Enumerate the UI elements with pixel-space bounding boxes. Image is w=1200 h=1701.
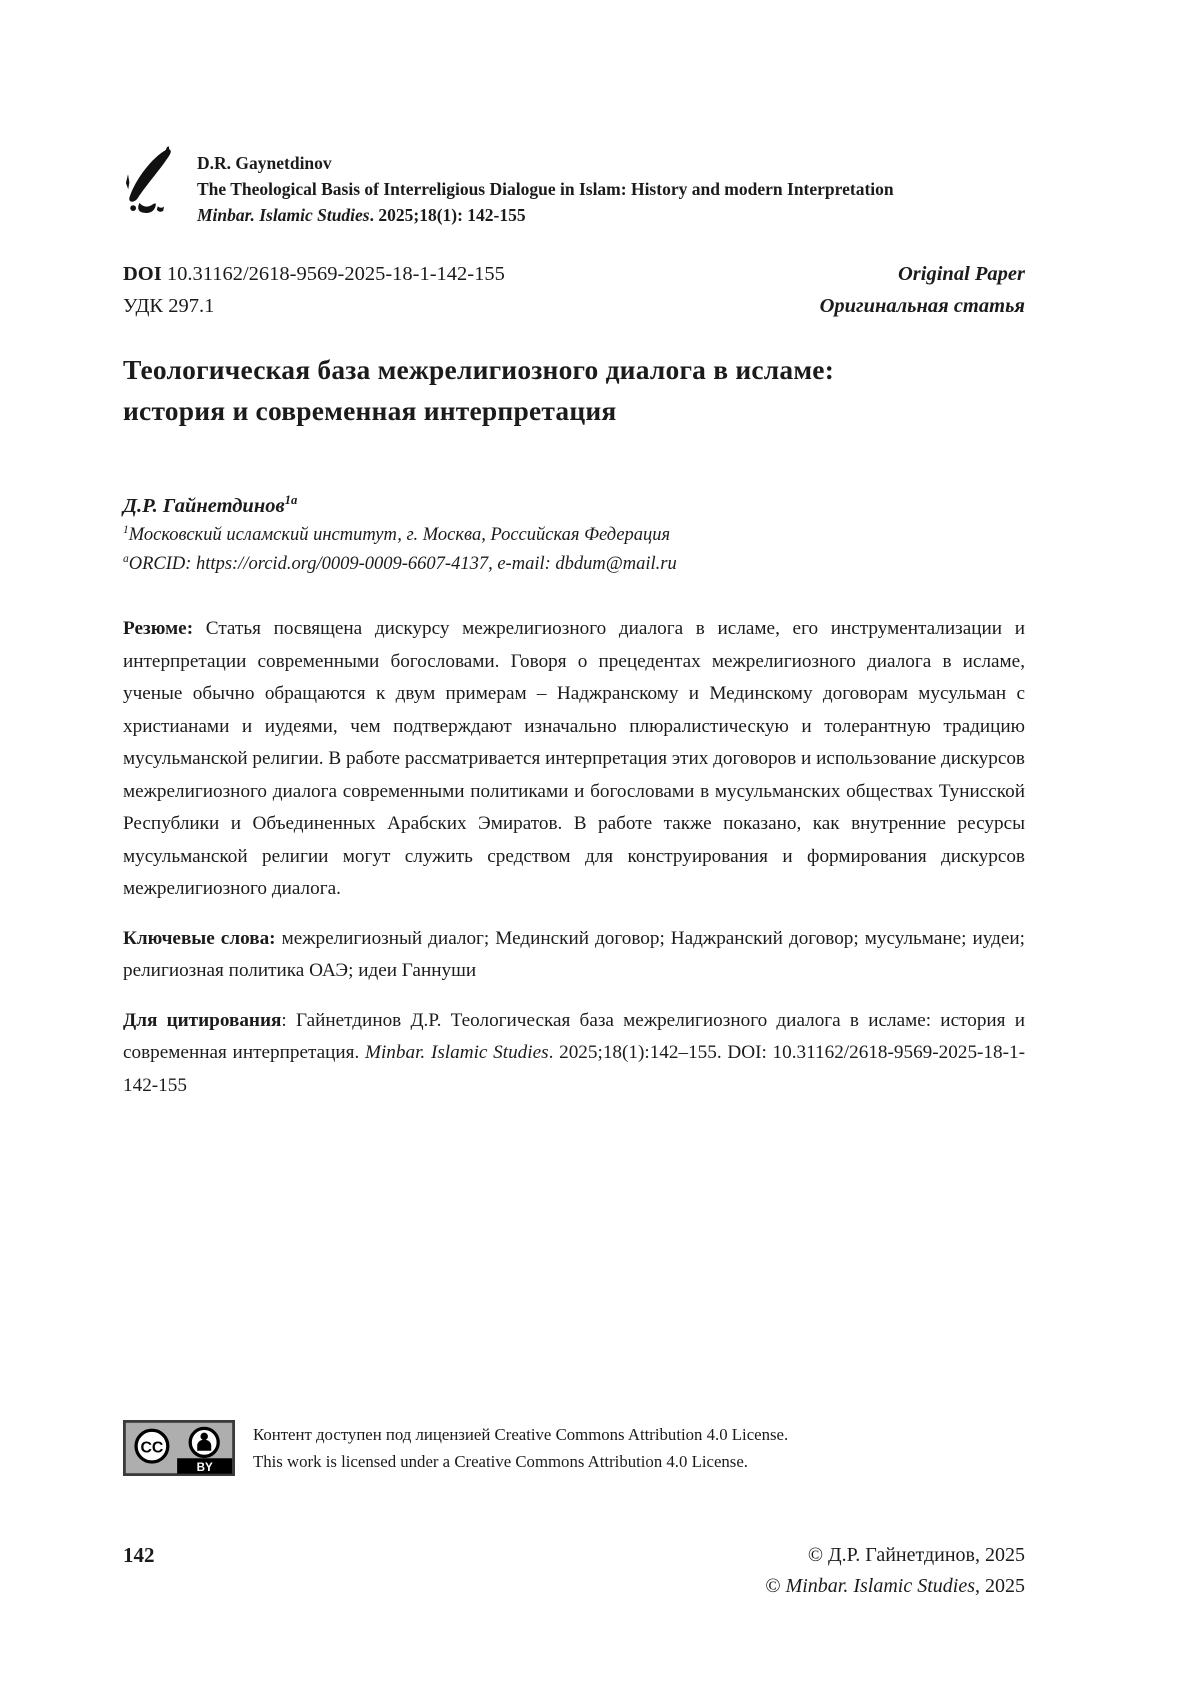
header-journal-issue: . 2025;18(1): 142-155 xyxy=(369,205,526,225)
license-text xyxy=(253,1421,788,1476)
affiliation-text: Московский исламский институт, г. Москва, Российская Федерация xyxy=(128,525,671,545)
copyright-journal-suffix: , 2025 xyxy=(975,1575,1025,1597)
orcid-superscript: a xyxy=(123,552,129,565)
header-journal-name: Minbar. Islamic Studies xyxy=(197,205,370,225)
citation-text-2: . 2025;18(1):142–155. DOI: 10.31162/2618-9569-2025-18-1-142-155 xyxy=(123,1042,1025,1096)
copyright-author: © Д.Р. Гайнетдинов, 2025 xyxy=(807,1544,1025,1566)
author-name: Д.Р. Гайнетдинов xyxy=(123,495,285,517)
license-line-en: This work is licensed under a Creative Commons Attribution 4.0 License. xyxy=(253,1452,748,1471)
doi-value: 10.31162/2618-9569-2025-18-1-142-155 xyxy=(161,263,505,285)
article-title-line1: Теологическая база межрелигиозного диалога в исламе: xyxy=(123,354,835,385)
keywords-label: Ключевые слова: xyxy=(123,927,276,949)
cc-by-badge-icon xyxy=(123,1420,235,1476)
journal-header-text xyxy=(197,146,894,228)
abstract-paragraph xyxy=(123,613,1025,906)
abstract-text: Статья посвящена дискурсу межрелигиозного диалога в исламе, его инструментализации и интерпретации современными богословами. Говоря о прецедентах межрелигиозного диалога в исламе, ученые обычно обращаются к двум примерам – Наджранскому и Мединскому договорам мусульман с христианами и иудеями, чем подтверждают изначально плюралистическую и толерантную традицию мусульманской религии. В работе рассматривается интерпретация этих договоров и использование дискурсов межрелигиозного диалога современными политиками и богословами в мусульманских обществах Тунисской Республики и Объединенных Арабских Эмиратов. В работе также показано, как внутренние ресурсы мусульманской религии могут служить средством для конструирования и формирования дискурсов межрелигиозного диалога. xyxy=(123,618,1025,899)
citation-paragraph xyxy=(123,1005,1025,1103)
minbar-calligraphy-logo-icon xyxy=(123,146,181,220)
author-line xyxy=(123,491,1025,521)
journal-header xyxy=(123,0,1025,228)
copyright-journal xyxy=(765,1571,1025,1602)
udk-code: УДК 297.1 xyxy=(123,295,215,317)
header-author: D.R. Gaynetdinov xyxy=(197,153,332,173)
keywords-paragraph xyxy=(123,923,1025,988)
article-title-line2: история и современная интерпретация xyxy=(123,395,617,426)
udk-row xyxy=(123,290,1025,322)
affiliation-superscript: 1 xyxy=(123,523,129,536)
copyright-block xyxy=(765,1540,1025,1602)
content-column xyxy=(123,0,1025,1102)
citation-journal-name: Minbar. Islamic Studies xyxy=(364,1042,549,1063)
header-article-title-en: The Theological Basis of Interreligious Dialogue in Islam: History and modern Interpretation xyxy=(197,179,894,199)
orcid-text: ORCID: https://orcid.org/0009-0009-6607-4137, e-mail: dbdum@mail.ru xyxy=(128,554,677,574)
article-title xyxy=(123,349,1025,431)
license-block xyxy=(123,1420,1025,1476)
orcid-line xyxy=(123,550,1025,579)
doi-row xyxy=(123,258,1025,290)
paper-type-ru: Оригинальная статья xyxy=(819,295,1025,317)
svg-text:CC: CC xyxy=(140,1439,164,1457)
copyright-journal-name: Minbar. Islamic Studies xyxy=(785,1575,975,1597)
citation-text-1: : Гайнетдинов Д.Р. Теологическая база межрелигиозного диалога в исламе: история и современная интерпретация. xyxy=(123,1009,1025,1063)
license-line-ru: Контент доступен под лицензией Creative Commons Attribution 4.0 License. xyxy=(253,1424,789,1444)
paper-type-en: Original Paper xyxy=(898,263,1025,285)
doi-label: DOI xyxy=(123,263,162,285)
doi xyxy=(123,258,505,290)
page-number: 142 xyxy=(123,1543,155,1567)
citation-label: Для цитирования xyxy=(123,1009,282,1031)
affiliation-line xyxy=(123,521,1025,550)
header-journal-ref xyxy=(197,202,894,228)
author-superscript: 1a xyxy=(284,493,298,508)
abstract-label: Резюме: xyxy=(123,618,194,639)
cc-badge-by-text: BY xyxy=(196,1460,213,1474)
keywords-text: межрелигиозный диалог; Мединский договор; Наджранский договор; мусульмане; иудеи; религиозная политика ОАЭ; идеи Ганнуши xyxy=(123,927,1025,981)
meta-block xyxy=(123,258,1025,322)
copyright-journal-prefix: © xyxy=(765,1575,786,1597)
page-footer xyxy=(123,1540,1025,1602)
